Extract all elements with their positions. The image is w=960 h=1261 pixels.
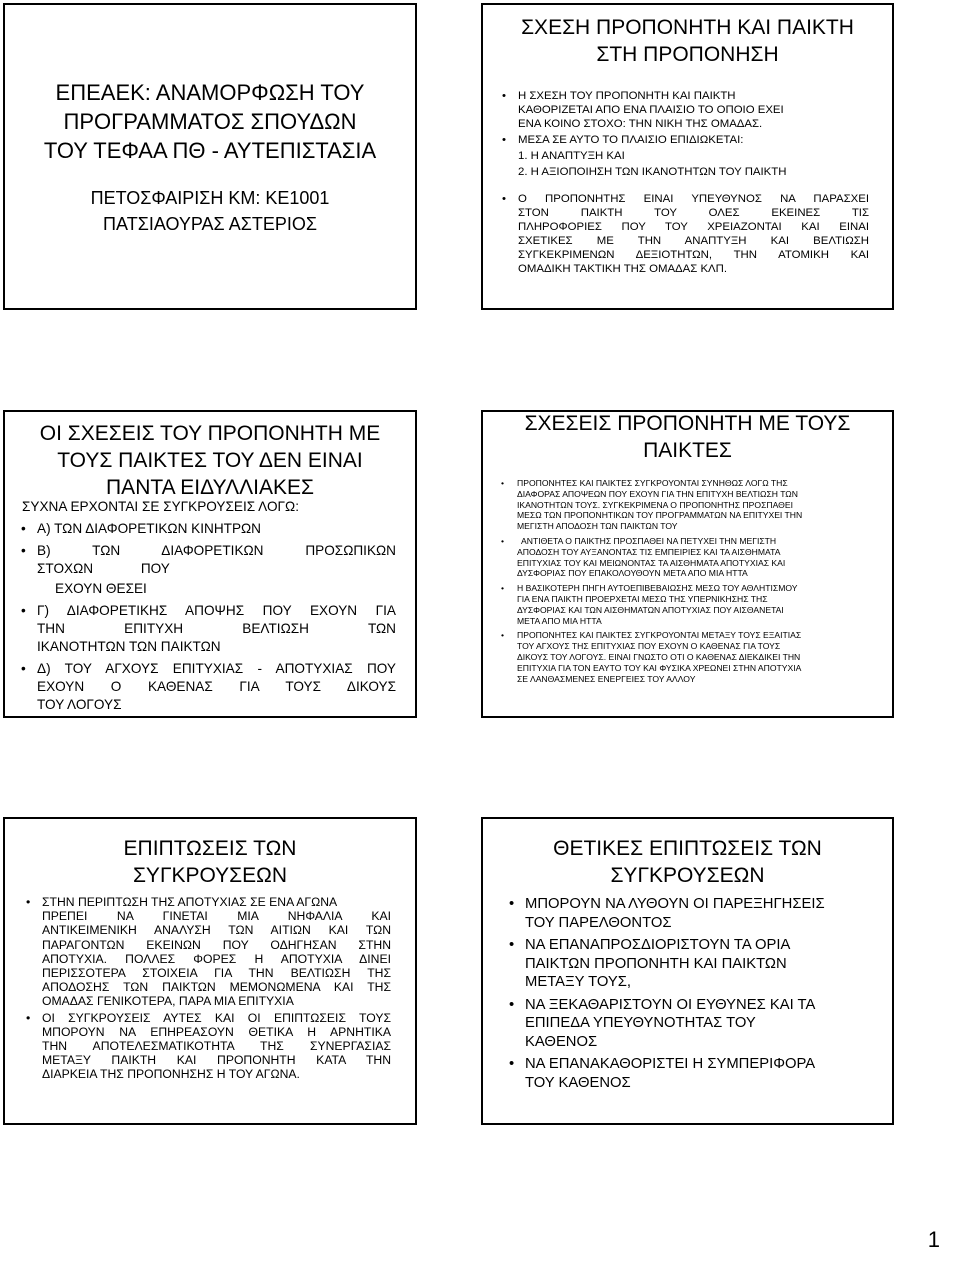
text-line: Η ΒΑΣΙΚΟΤΕΡΗ ΠΗΓΗ ΑΥΤΟΕΠΙΒΕΒΑΙΩΣΗΣ ΜΕΣΩ ΤΟΥ ΑΘΛΗΤΙΣΜΟΥ xyxy=(517,583,798,594)
text-line: ΠΕΡΙΣΣΟΤΕΡΑ ΣΤΟΙΧΕΙΑ ΓΙΑ ΤΗΝ ΒΕΛΤΙΩΣΗ ΤΗΣ xyxy=(42,966,391,981)
text-line: ΕΝΑ ΚΟΙΝΟ ΣΤΟΧΟ: ΤΗΝ ΝΙΚΗ ΤΗΣ ΟΜΑΔΑΣ. xyxy=(518,118,763,130)
bullet-item xyxy=(507,996,876,1052)
text-line: ΝΑ ΕΠΑΝΑΚΑΘΟΡΙΣΤΕΙ Η ΣΥΜΠΕΡΙΦΟΡΑ xyxy=(525,1056,816,1072)
text-line: ΤΟΥ ΛΟΓΟΥΣ xyxy=(37,697,122,712)
slide-heading xyxy=(483,410,892,464)
bullet-item xyxy=(499,478,872,532)
bullet-item xyxy=(19,520,396,538)
slide-heading xyxy=(483,835,892,889)
slide-coach-player-relationship xyxy=(481,3,894,310)
heading-line: ΘΕΤΙΚΕΣ ΕΠΙΠΤΩΣΕΙΣ ΤΩΝ xyxy=(553,837,822,860)
text-line: ΕΧΟΥΝ ΘΕΣΕΙ xyxy=(55,581,147,596)
text-line: ΕΠΙΠΕΔΑ ΥΠΕΥΘΥΝΟΤΗΤΑΣ ΤΟΥ xyxy=(525,1015,756,1031)
text-line: ΜΠΟΡΟΥΝ ΝΑ ΛΥΘΟΥΝ ΟΙ ΠΑΡΕΞΗΓΗΣΕΙΣ xyxy=(525,896,825,912)
slide-body xyxy=(507,895,876,1092)
text-line: ΣΕ ΛΑΝΘΑΣΜΕΝΕΣ ΕΝΕΡΓΕΙΕΣ ΤΟΥ ΑΛΛΟΥ xyxy=(517,673,696,684)
bullet-glyph: • xyxy=(502,193,506,205)
text-line: ΟΜΑΔΙΚΗ ΤΑΚΤΙΚΗ ΤΗΣ ΟΜΑΔΑΣ ΚΛΠ. xyxy=(518,263,728,275)
bullet-item xyxy=(500,133,869,147)
slide-heading xyxy=(483,14,892,68)
text-line: ΙΚΑΝΟΤΗΤΩΝ ΤΩΝ ΠΑΙΚΤΩΝ xyxy=(37,639,221,654)
text-line: ΠΛΗΡΟΦΟΡΙΕΣ ΠΟΥ ΤΟΥ ΧΡΕΙΑΖΟΝΤΑΙ ΚΑΙ ΕΙΝΑΙ xyxy=(518,221,869,233)
slide-body xyxy=(19,498,396,714)
bullet-glyph: • xyxy=(26,895,31,909)
text-line: ΜΕΤΑ ΑΠΟ ΜΙΑ ΗΤΤΑ xyxy=(517,615,602,626)
slide-positive-consequences xyxy=(481,817,894,1125)
text-line: ΝΑ ΞΕΚΑΘΑΡΙΣΤΟΥΝ ΟΙ ΕΥΘΥΝΕΣ ΚΑΙ ΤΑ xyxy=(525,996,816,1013)
bullet-item xyxy=(500,192,869,276)
text-line: ΔΙΑΦΟΡΑΣ ΑΠΟΨΕΩΝ ΠΟΥ ΕΧΟΥΝ ΓΙΑ ΤΗΝ ΕΠΙΤΥΧΗ ΒΕΛΤΙΩΣΗ ΤΩΝ xyxy=(517,488,798,499)
text-line: ΠΡΟΠΟΝΗΤΕΣ ΚΑΙ ΠΑΙΚΤΕΣ ΣΥΓΚΡΟΥΟΝΤΑΙ ΜΕΤΑΞΥ ΤΟΥΣ ΕΞΑΙΤΙΑΣ xyxy=(517,630,802,641)
text-line: ΙΚΑΝΟΤΗΤΩΝ ΤΟΥΣ. ΣΥΓΚΕΚΡΙΜΕΝΑ Ο ΠΡΟΠΟΝΗΤΗΣ ΠΡΟΣΠΑΘΕΙ xyxy=(517,499,793,510)
heading-line: ΣΥΓΚΡΟΥΣΕΩΝ xyxy=(610,864,765,887)
text-line: Δ) ΤΟΥ ΑΓΧΟΥΣ ΕΠΙΤΥΧΙΑΣ - ΑΠΟΤΥΧΙΑΣ ΠΟΥ xyxy=(37,661,396,676)
intro-text: ΣΥΧΝΑ ΕΡΧΟΝΤΑΙ ΣΕ ΣΥΓΚΡΟΥΣΕΙΣ ΛΟΓΩ: xyxy=(22,499,299,514)
text-line: ΤΟΥ ΑΓΧΟΥΣ ΤΗΣ ΕΠΙΤΥΧΙΑΣ ΠΟΥ ΕΧΟΥΝ Ο ΚΑΘΕΝΑΣ ΓΙΑ ΤΟΥΣ xyxy=(517,641,781,652)
text-line: ΠΡΟΠΟΝΗΤΕΣ ΚΑΙ ΠΑΙΚΤΕΣ ΣΥΓΚΡΟΥΟΝΤΑΙ ΣΥΝΗΘΩΣ ΛΟΓΩ ΤΗΣ xyxy=(517,478,788,488)
numbered-item: 2. Η ΑΞΙΟΠΟΙΗΣΗ ΤΩΝ ΙΚΑΝΟΤΗΤΩΝ ΤΟΥ ΠΑΙΚΤΗ xyxy=(518,166,787,178)
bullet-item xyxy=(499,536,872,579)
bullet-item xyxy=(24,1011,391,1082)
slide-title xyxy=(3,3,417,310)
text-line: ΠΑΙΚΤΩΝ ΠΡΟΠΟΝΗΤΗ ΚΑΙ ΠΑΙΚΤΩΝ xyxy=(525,955,787,972)
heading-line: ΤΟΥΣ ΠΑΙΚΤΕΣ ΤΟΥ ΔΕΝ ΕΙΝΑΙ xyxy=(57,449,363,472)
bullet-glyph: • xyxy=(26,1010,31,1025)
bullet-item xyxy=(507,1055,876,1092)
text-line: ΑΠΟΔΟΣΗΣ ΤΩΝ ΠΑΙΚΤΩΝ ΜΕΜΟΝΩΜΕΝΑ ΚΑΙ ΤΗΣ xyxy=(42,980,391,995)
text-line: ΔΙΑΡΚΕΙΑ ΤΗΣ ΠΡΟΠΟΝΗΣΗΣ Η ΤΟΥ ΑΓΩΝΑ. xyxy=(42,1067,300,1082)
text-line: Η ΣΧΕΣΗ ΤΟΥ ΠΡΟΠΟΝΗΤΗ ΚΑΙ ΠΑΙΚΤΗ xyxy=(518,90,736,102)
subtitle-line: ΠΕΤΟΣΦΑΙΡΙΣΗ ΚΜ: ΚΕ1001 xyxy=(90,188,330,208)
title-line: ΕΠΕΑΕΚ: ΑΝΑΜΟΡΦΩΣΗ ΤΟΥ xyxy=(55,80,365,105)
text-line: ΕΧΟΥΝ Ο ΚΑΘΕΝΑΣ ΓΙΑ ΤΟΥΣ ΔΙΚΟΥΣ xyxy=(37,679,396,694)
bullet-glyph: • xyxy=(501,535,505,546)
slide-heading xyxy=(5,835,415,889)
text-line: ΝΑ ΕΠΑΝΑΠΡΟΣΔΙΟΡΙΣΤΟΥΝ ΤΑ ΟΡΙΑ xyxy=(525,937,791,953)
numbered-list xyxy=(500,149,869,179)
bullet-glyph: • xyxy=(502,134,506,146)
text-line: ΑΠΟΤΥΧΙΑ. ΠΟΛΛΕΣ ΦΟΡΕΣ Η ΑΠΟΤΥΧΙΑ ΔΙΝΕΙ xyxy=(42,951,391,966)
heading-line: ΣΤΗ ΠΡΟΠΟΝΗΣΗ xyxy=(596,43,779,66)
bullet-glyph: • xyxy=(509,1056,515,1072)
text-line: Β) ΤΩΝ ΔΙΑΦΟΡΕΤΙΚΩΝ ΠΡΟΣΩΠΙΚΩΝ xyxy=(37,543,396,558)
bullet-glyph: • xyxy=(501,583,505,594)
title-line: ΠΡΟΓΡΑΜΜΑΤΟΣ ΣΠΟΥΔΩΝ xyxy=(63,109,357,134)
text-line: ΕΠΙΤΥΧΙΑ ΓΙΑ ΤΟΝ ΕΑΥΤΟ ΤΟΥ ΚΑΙ ΦΥΣΙΚΑ ΧΡΕΩΝΕΙ ΣΤΗΝ ΑΠΟΤΥΧΙΑ xyxy=(517,662,802,673)
text-line: ΣΧΕΤΙΚΕΣ ΜΕ ΤΗΝ ΑΝΑΠΤΥΞΗ ΚΑΙ ΒΕΛΤΙΩΣΗ xyxy=(518,235,869,247)
heading-line: ΠΑΙΚΤΕΣ xyxy=(643,439,732,462)
bullet-glyph: • xyxy=(509,996,515,1013)
text-line: ΤΟΥ ΚΑΘΕΝΟΣ xyxy=(525,1074,631,1091)
bullet-glyph: • xyxy=(21,603,26,618)
bullet-glyph: • xyxy=(502,90,506,102)
text-line: ΔΙΚΟΥΣ ΤΟΥ ΛΟΓΟΥΣ. ΕΙΝΑΙ ΓΝΩΣΤΟ ΟΤΙ Ο ΚΑΘΕΝΑΣ ΔΙΕΚΔΙΚΕΙ ΤΗΝ xyxy=(517,651,801,662)
heading-line: ΣΧΕΣΕΙΣ ΠΡΟΠΟΝΗΤΗ ΜΕ ΤΟΥΣ xyxy=(524,412,851,435)
text-line: ΜΕΤΑΞΥ ΤΟΥΣ, xyxy=(525,974,631,990)
bullet-glyph: • xyxy=(501,478,505,488)
page-number: 1 xyxy=(927,1227,940,1252)
bullet-item xyxy=(19,602,396,656)
heading-line: ΠΑΝΤΑ ΕΙΔΥΛΛΙΑΚΕΣ xyxy=(106,476,314,499)
text-line: ΤΟΥ ΠΑΡΕΛΘΟΝΤΟΣ xyxy=(525,914,672,931)
bullet-item xyxy=(500,89,869,131)
slide-heading xyxy=(5,420,415,501)
text-line: ΟΜΑΔΑΣ ΓΕΝΙΚΟΤΕΡΑ, ΠΑΡΑ ΜΙΑ ΕΠΙΤΥΧΙΑ xyxy=(42,994,294,1009)
bullet-item xyxy=(19,542,396,578)
text-line: ΜΕΓΙΣΤΗ ΑΠΟΔΟΣΗ ΤΩΝ ΠΑΙΚΤΩΝ ΤΟΥ xyxy=(517,521,678,532)
text-line: ΤΗΝ ΑΠΟΤΕΛΕΣΜΑΤΙΚΟΤΗΤΑ ΤΗΣ ΣΥΝΕΡΓΑΣΙΑΣ xyxy=(42,1039,391,1054)
text-line: ΚΑΘΕΝΟΣ xyxy=(525,1033,598,1050)
text-line: ΤΗΝ ΕΠΙΤΥΧΗ ΒΕΛΤΙΩΣΗ ΤΩΝ xyxy=(37,621,396,636)
text-line: ΕΠΙΤΥΧΙΑΣ ΤΟΥ ΚΑΙ ΜΕΙΩΝΟΝΤΑΣ ΤΑ ΑΙΣΘΗΜΑΤΑ ΑΠΟΤΥΧΙΑΣ ΚΑΙ xyxy=(517,557,786,568)
presentation-subtitle xyxy=(5,185,415,237)
bullet-glyph: • xyxy=(509,896,515,912)
text-line: ΔΥΣΦΟΡΙΑΣ ΠΟΥ ΕΠΑΚΟΛΟΥΘΟΥΝ ΜΕΤΑ ΑΠΟ ΜΙΑ ΗΤΤΑ xyxy=(517,568,748,579)
bullet-glyph: • xyxy=(21,521,26,536)
text-line: ΑΠΟΔΟΣΗ ΤΟΥ ΑΥΞΑΝΟΝΤΑΣ ΤΙΣ ΕΜΠΕΙΡΙΕΣ ΚΑΙ ΤΑ ΑΙΣΘΗΜΑΤΑ xyxy=(517,546,781,557)
text-line: ΑΝΤΙΘΕΤΑ Ο ΠΑΙΚΤΗΣ ΠΡΟΣΠΑΘΕΙ ΝΑ ΠΕΤΥΧΕΙ ΤΗΝ ΜΕΓΙΣΤΗ xyxy=(521,535,777,546)
text-line: Α) ΤΩΝ ΔΙΑΦΟΡΕΤΙΚΩΝ ΚΙΝΗΤΡΩΝ xyxy=(37,521,262,536)
text-line: ΟΙ ΣΥΓΚΡΟΥΣΕΙΣ ΑΥΤΕΣ ΚΑΙ ΟΙ ΕΠΙΠΤΩΣΕΙΣ ΤΟΥΣ xyxy=(42,1010,391,1025)
text-line: ΜΕΣΩ ΤΩΝ ΠΡΟΠΟΝΗΤΙΚΩΝ ΤΟΥ ΠΡΟΓΡΑΜΜΑΤΩΝ ΝΑ ΕΠΙΤΥΧΕΙ ΤΗΝ xyxy=(517,510,803,521)
bullet-glyph: • xyxy=(21,543,26,558)
bullet-item xyxy=(499,630,872,684)
text-line: ΜΠΟΡΟΥΝ ΝΑ ΕΠΗΡΕΑΣΟΥΝ ΘΕΤΙΚΑ Η ΑΡΝΗΤΙΚΑ xyxy=(42,1024,391,1039)
slide-body xyxy=(500,89,869,276)
text-line: ΠΑΡΑΓΟΝΤΩΝ ΕΚΕΙΝΩΝ ΠΟΥ ΟΔΗΓΗΣΑΝ ΣΤΗΝ xyxy=(42,937,391,952)
text-line: ΣΤΗΝ ΠΕΡΙΠΤΩΣΗ ΤΗΣ ΑΠΟΤΥΧΙΑΣ ΣΕ ΕΝΑ ΑΓΩΝΑ xyxy=(42,895,338,909)
title-line: ΤΟΥ ΤΕΦΑΑ ΠΘ - ΑΥΤΕΠΙΣΤΑΣΙΑ xyxy=(43,138,377,163)
heading-line: ΣΥΓΚΡΟΥΣΕΩΝ xyxy=(132,864,288,887)
slide-consequences-of-conflicts xyxy=(3,817,417,1125)
bullet-item xyxy=(499,583,872,626)
bullet-item xyxy=(507,936,876,992)
bullet-item xyxy=(19,660,396,714)
bullet-item xyxy=(507,895,876,932)
text-line: ΜΕΤΑΞΥ ΠΑΙΚΤΗ ΚΑΙ ΠΡΟΠΟΝΗΤΗ ΚΑΤΑ ΤΗΝ xyxy=(42,1053,391,1068)
subtitle-line: ΠΑΤΣΙΑΟΥΡΑΣ ΑΣΤΕΡΙΟΣ xyxy=(103,214,317,234)
text-line: ΣΤΟΝ ΠΑΙΚΤΗ ΤΟΥ ΟΛΕΣ ΕΚΕΙΝΕΣ ΤΙΣ xyxy=(518,207,869,219)
bullet-glyph: • xyxy=(509,937,515,953)
bullet-glyph: • xyxy=(501,630,505,641)
text-line: Ο ΠΡΟΠΟΝΗΤΗΣ ΕΙΝΑΙ ΥΠΕΥΘΥΝΟΣ ΝΑ ΠΑΡΑΣΧΕΙ xyxy=(518,193,869,205)
text-line: ΣΤΟΧΩΝ ΠΟΥ xyxy=(37,561,170,576)
slide-body xyxy=(499,478,872,684)
slide-coach-relations-with-players xyxy=(481,410,894,718)
text-line: ΑΝΤΙΚΕΙΜΕΝΙΚΗ ΑΝΑΛΥΣΗ ΤΩΝ ΑΙΤΙΩΝ ΚΑΙ ΤΩΝ xyxy=(42,923,391,938)
text-line: ΓΙΑ ΕΝΑ ΠΑΙΚΤΗ ΠΡΟΕΡΧΕΤΑΙ ΜΕΣΩ ΤΗΣ ΥΠΕΡΝΙΚΗΣΗΣ ΤΗΣ xyxy=(517,593,768,604)
text-line: ΣΥΓΚΕΚΡΙΜΕΝΩΝ ΔΕΞΙΟΤΗΤΩΝ, ΤΗΝ ΑΤΟΜΙΚΗ ΚΑΙ xyxy=(518,249,869,261)
text-line: ΜΕΣΑ ΣΕ ΑΥΤΟ ΤΟ ΠΛΑΙΣΙΟ ΕΠΙΔΙΩΚΕΤΑΙ: xyxy=(518,134,744,146)
bullet-item xyxy=(24,895,391,1009)
slide-body xyxy=(24,895,391,1082)
text-line: ΚΑΘΟΡΙΖΕΤΑΙ ΑΠΟ ΕΝΑ ΠΛΑΙΣΙΟ ΤΟ ΟΠΟΙΟ ΕΧΕΙ xyxy=(518,104,784,116)
presentation-title xyxy=(5,78,415,165)
text-line: ΔΥΣΦΟΡΙΑΣ ΚΑΙ ΤΩΝ ΑΙΣΘΗΜΑΤΩΝ ΑΠΟΤΥΧΙΑΣ ΠΟΥ ΑΙΣΘΑΝΕΤΑΙ xyxy=(517,604,784,615)
heading-line: ΣΧΕΣΗ ΠΡΟΠΟΝΗΤΗ ΚΑΙ ΠΑΙΚΤΗ xyxy=(521,16,854,39)
text-line: ΠΡΕΠΕΙ ΝΑ ΓΙΝΕΤΑΙ ΜΙΑ ΝΗΦΑΛΙΑ ΚΑΙ xyxy=(42,909,391,924)
heading-line: ΕΠΙΠΤΩΣΕΙΣ ΤΩΝ xyxy=(123,837,297,860)
slide-relationships-not-idyllic xyxy=(3,410,417,718)
heading-line: ΟΙ ΣΧΕΣΕΙΣ ΤΟΥ ΠΡΟΠΟΝΗΤΗ ΜΕ xyxy=(39,422,381,445)
numbered-item: 1. Η ΑΝΑΠΤΥΞΗ ΚΑΙ xyxy=(518,150,625,162)
text-line: Γ) ΔΙΑΦΟΡΕΤΙΚΗΣ ΑΠΟΨΗΣ ΠΟΥ ΕΧΟΥΝ ΓΙΑ xyxy=(37,603,396,618)
bullet-glyph: • xyxy=(21,661,26,676)
